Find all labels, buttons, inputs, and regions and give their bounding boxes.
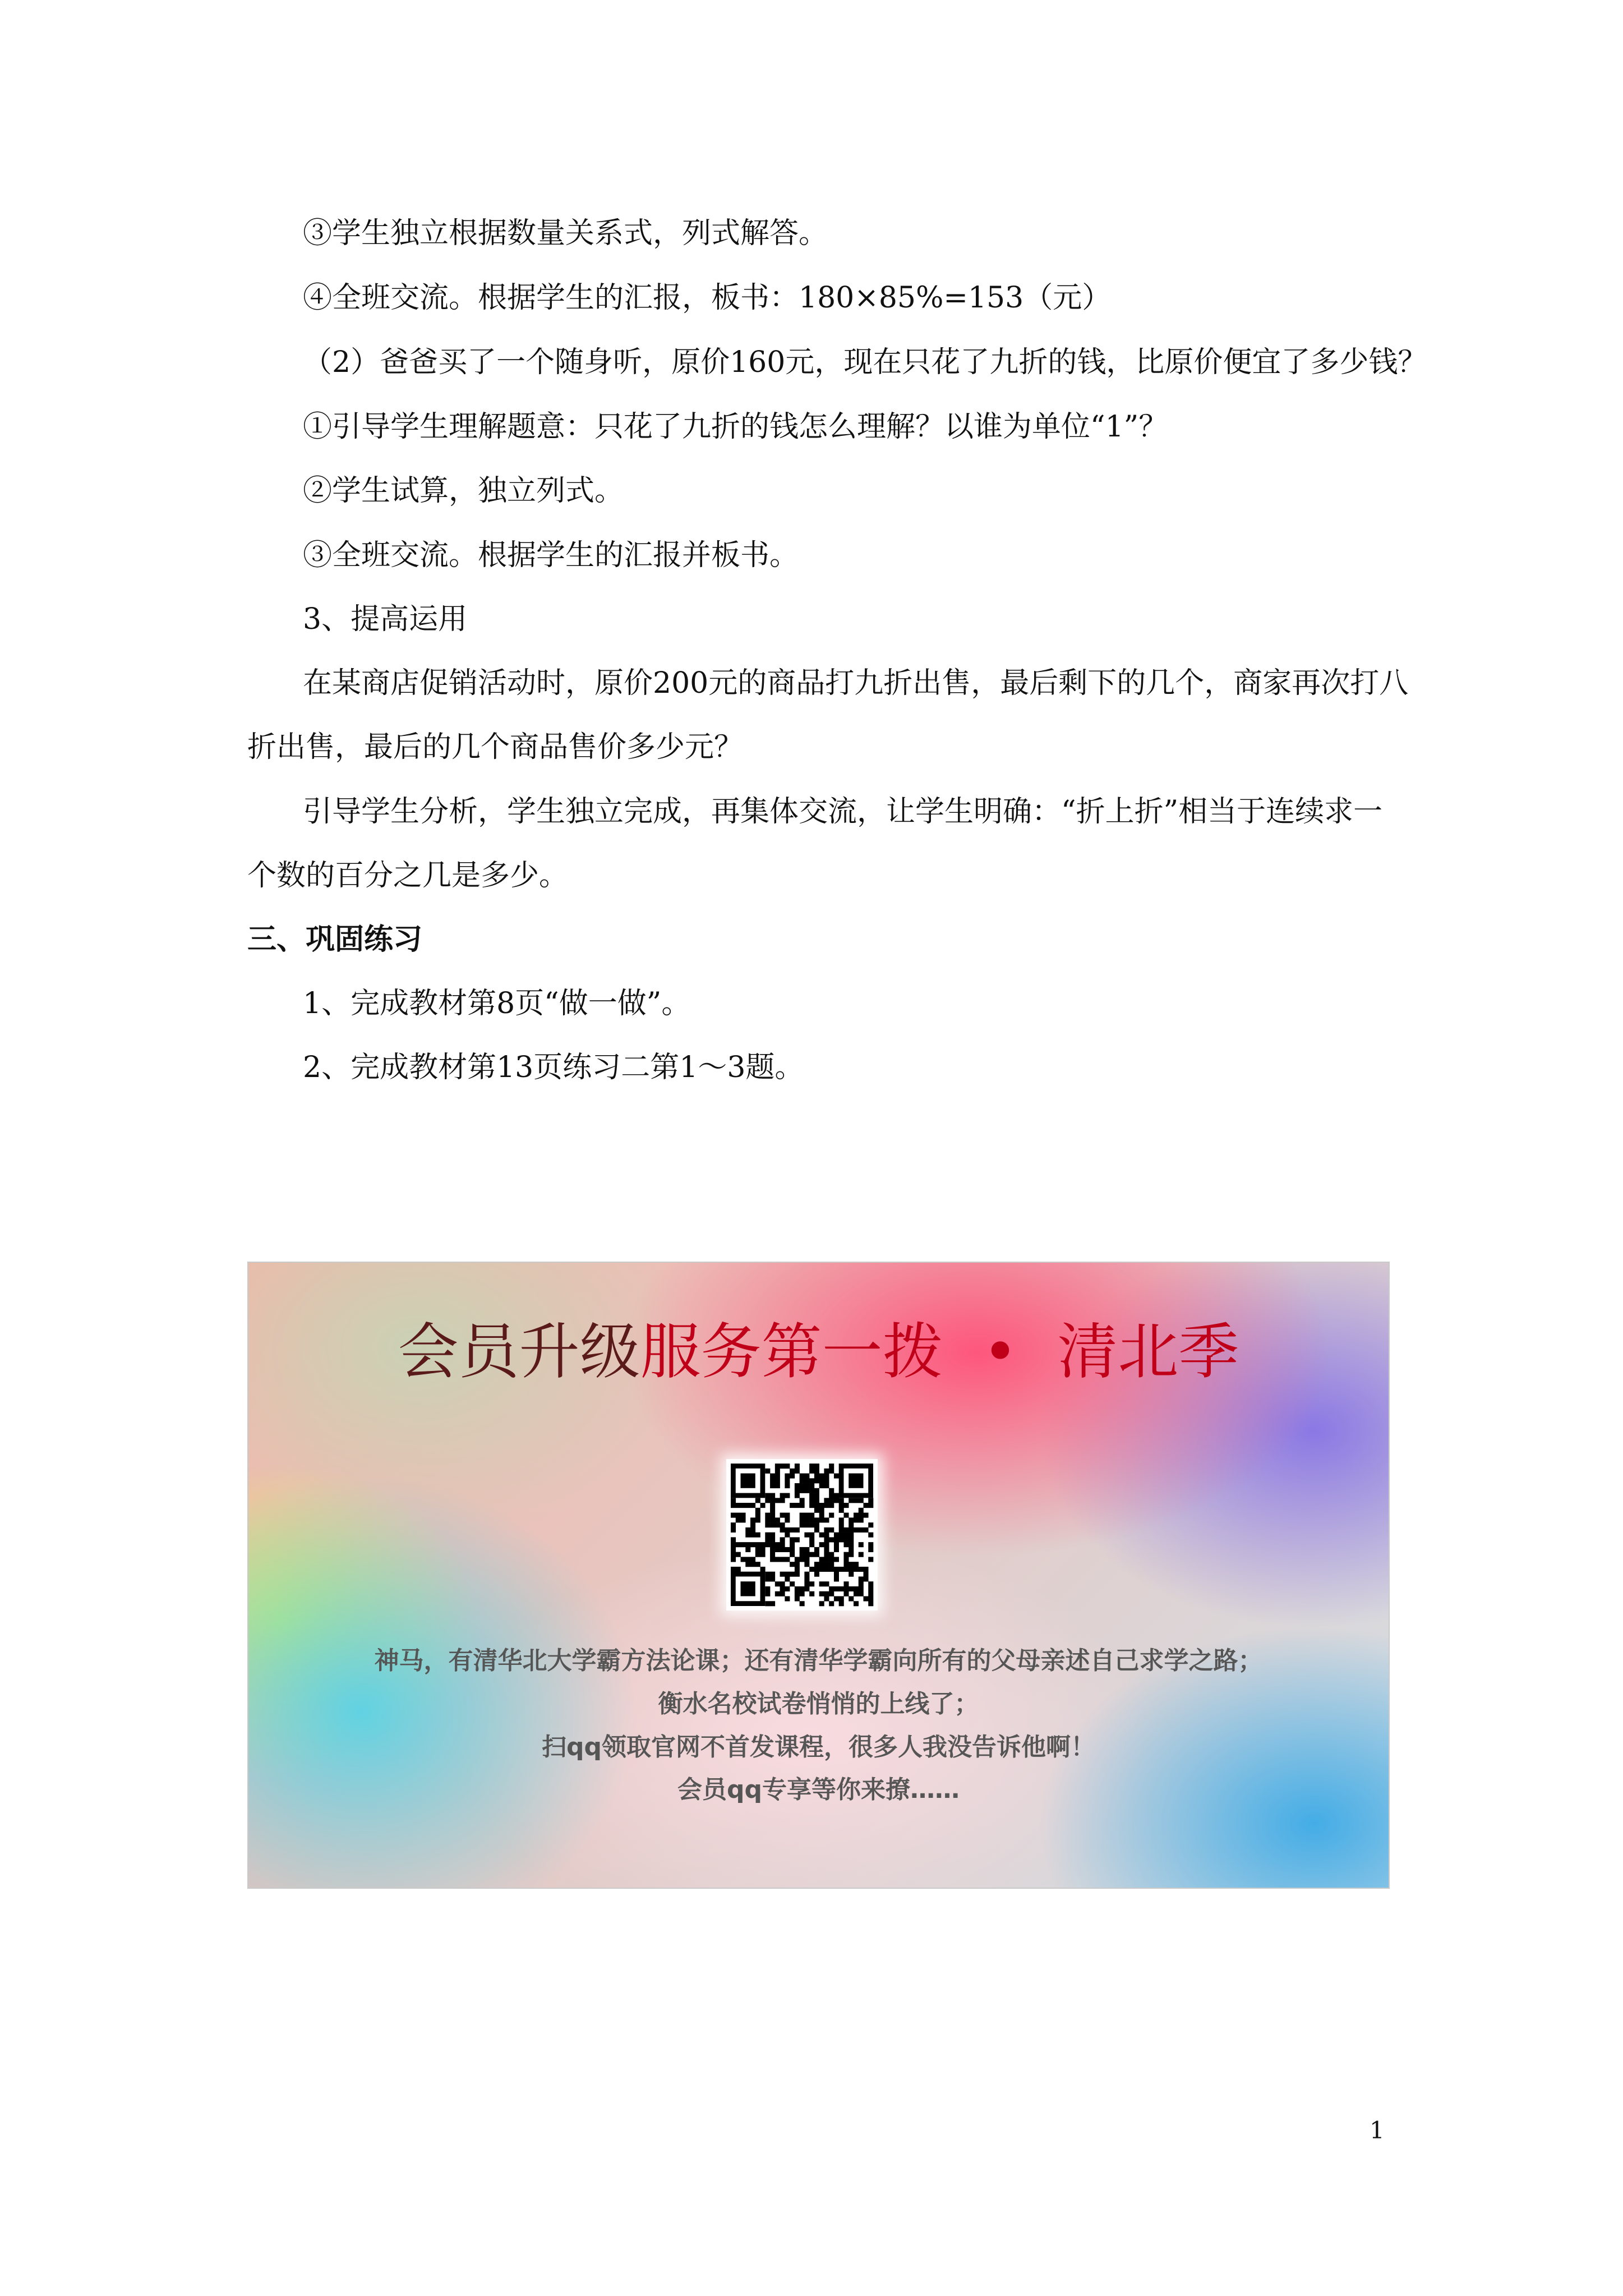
body-line: 在某商店促销活动时，原价200元的商品打九折出售，最后剩下的几个，商家再次打八 [303,666,1409,700]
page-number: 1 [1370,2116,1385,2144]
body-line: ④全班交流。根据学生的汇报，板书：180×85%=153（元） [303,281,1112,315]
banner-title-part3: 清北季 [1057,1317,1239,1387]
promo-line: 扫qq领取官网不首发课程，很多人我没告诉他啊！ [542,1733,1095,1761]
banner-title-separator: • [982,1317,1018,1387]
exercise-item: 1、完成教材第8页“做一做”。 [303,987,691,1020]
exercise-item: 2、完成教材第13页练习二第1～3题。 [303,1051,804,1084]
body-line: ①引导学生理解题意：只花了九折的钱怎么理解？以谁为单位“1”？ [303,410,1168,444]
qr-code-icon[interactable] [726,1459,878,1611]
body-line: ③学生独立根据数量关系式，列式解答。 [303,217,828,250]
promo-line: 会员qq专享等你来撩…… [677,1775,960,1804]
promo-banner[interactable] [247,1262,1390,1889]
body-line: 个数的百分之几是多少。 [247,859,569,892]
banner-title-part2: 服务第一拨 [640,1317,943,1387]
body-line: 引导学生分析，学生独立完成，再集体交流，让学生明确：“折上折”相当于连续求一 [303,795,1383,829]
body-line: （2）爸爸买了一个随身听，原价160元，现在只花了九折的钱，比原价便宜了多少钱？ [303,346,1427,379]
promo-line: 神马，有清华北大学霸方法论课；还有清华学霸向所有的父母亲述自己求学之路； [374,1646,1263,1675]
body-line: 3、提高运用 [303,602,468,636]
body-line: ③全班交流。根据学生的汇报并板书。 [303,539,799,572]
banner-title-part1: 会员升级 [398,1317,640,1387]
body-line: ②学生试算，独立列式。 [303,474,624,508]
body-line: 折出售，最后的几个商品售价多少元？ [247,730,744,764]
promo-line: 衡水名校试卷悄悄的上线了； [658,1690,979,1718]
section-heading: 三、巩固练习 [247,923,423,956]
qr-code-graphic [726,1459,878,1611]
banner-title [248,1316,1389,1389]
